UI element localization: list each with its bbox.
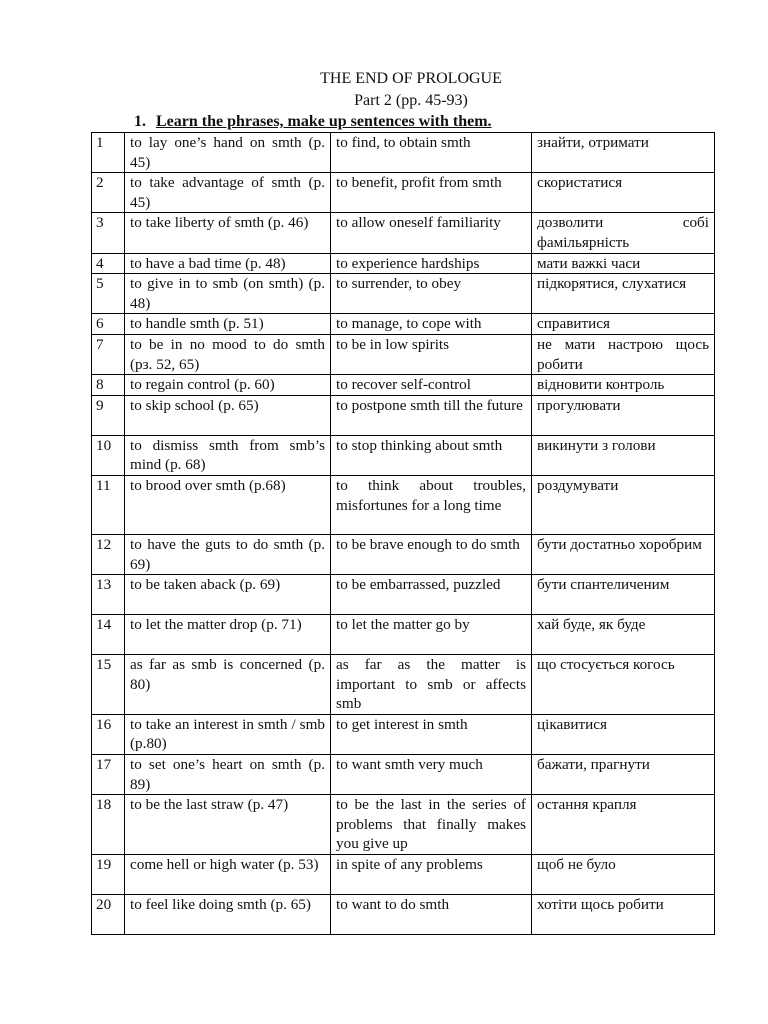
translation-cell: бути достатньо хоробрим	[532, 534, 715, 574]
table-row	[92, 314, 715, 335]
row-number: 1	[92, 133, 125, 173]
translation-cell: остання крапля	[532, 795, 715, 855]
meaning-cell: to experience hardships	[331, 253, 532, 274]
meaning-cell: to find, to obtain smth	[331, 133, 532, 173]
table-row	[92, 575, 715, 615]
table-row	[92, 274, 715, 314]
table-row	[92, 714, 715, 754]
table-row	[92, 435, 715, 475]
row-number: 3	[92, 213, 125, 253]
meaning-cell: to be in low spirits	[331, 334, 532, 374]
exercise-number: 1.	[134, 113, 146, 130]
phrases-table-body	[92, 133, 715, 935]
meaning-cell: to be the last in the series of problems that finally makes you give up	[331, 795, 532, 855]
table-row	[92, 213, 715, 253]
meaning-cell: to stop thinking about smth	[331, 435, 532, 475]
phrase-cell: to lay one’s hand on smth (p. 45)	[125, 133, 331, 173]
meaning-cell: to think about troubles, misfortunes for a long time	[331, 475, 532, 534]
translation-cell: хай буде, як буде	[532, 615, 715, 655]
table-row	[92, 795, 715, 855]
table-row	[92, 615, 715, 655]
row-number: 8	[92, 375, 125, 396]
row-number: 9	[92, 395, 125, 435]
table-row	[92, 755, 715, 795]
table-row	[92, 253, 715, 274]
row-number: 17	[92, 755, 125, 795]
meaning-cell: to want smth very much	[331, 755, 532, 795]
meaning-cell: to want to do smth	[331, 895, 532, 935]
row-number: 6	[92, 314, 125, 335]
row-number: 13	[92, 575, 125, 615]
translation-cell: викинути з голови	[532, 435, 715, 475]
phrase-cell: to regain control (p. 60)	[125, 375, 331, 396]
meaning-cell: to postpone smth till the future	[331, 395, 532, 435]
table-row	[92, 475, 715, 534]
meaning-cell: to be brave enough to do smth	[331, 534, 532, 574]
phrase-cell: to have the guts to do smth (p. 69)	[125, 534, 331, 574]
translation-cell: знайти, отримати	[532, 133, 715, 173]
phrase-cell: to brood over smth (p.68)	[125, 475, 331, 534]
table-row	[92, 534, 715, 574]
exercise-instruction	[134, 112, 492, 131]
row-number: 10	[92, 435, 125, 475]
translation-cell: відновити контроль	[532, 375, 715, 396]
meaning-cell: to recover self-control	[331, 375, 532, 396]
meaning-cell: to allow oneself familiarity	[331, 213, 532, 253]
phrase-cell: to let the matter drop (p. 71)	[125, 615, 331, 655]
table-row	[92, 895, 715, 935]
meaning-cell: to let the matter go by	[331, 615, 532, 655]
row-number: 19	[92, 855, 125, 895]
row-number: 14	[92, 615, 125, 655]
table-row	[92, 655, 715, 715]
translation-cell: не мати настрою щось робити	[532, 334, 715, 374]
row-number: 18	[92, 795, 125, 855]
phrase-cell: to be taken aback (p. 69)	[125, 575, 331, 615]
translation-cell: бажати, прагнути	[532, 755, 715, 795]
phrase-cell: as far as smb is concerned (p. 80)	[125, 655, 331, 715]
meaning-cell: to benefit, profit from smth	[331, 173, 532, 213]
meaning-cell: to be embarrassed, puzzled	[331, 575, 532, 615]
exercise-text: Learn the phrases, make up sentences with them.	[156, 113, 492, 130]
table-row	[92, 855, 715, 895]
translation-cell: бути спантеличеним	[532, 575, 715, 615]
table-row	[92, 334, 715, 374]
meaning-cell: to get interest in smth	[331, 714, 532, 754]
phrase-cell: to be in no mood to do smth (pз. 52, 65)	[125, 334, 331, 374]
phrase-cell: to give in to smb (on smth) (p. 48)	[125, 274, 331, 314]
document-title: THE END OF PROLOGUE	[320, 70, 502, 87]
phrase-cell: to take an interest in smth / smb (p.80)	[125, 714, 331, 754]
phrase-cell: to take advantage of smth (p. 45)	[125, 173, 331, 213]
row-number: 12	[92, 534, 125, 574]
phrase-cell: to skip school (p. 65)	[125, 395, 331, 435]
phrase-cell: to set one’s heart on smth (p. 89)	[125, 755, 331, 795]
translation-cell: хотіти щось робити	[532, 895, 715, 935]
row-number: 4	[92, 253, 125, 274]
phrase-cell: to dismiss smth from smb’s mind (p. 68)	[125, 435, 331, 475]
translation-cell: мати важкі часи	[532, 253, 715, 274]
phrase-cell: to feel like doing smth (p. 65)	[125, 895, 331, 935]
row-number: 20	[92, 895, 125, 935]
phrase-cell: to have a bad time (p. 48)	[125, 253, 331, 274]
meaning-cell: to manage, to cope with	[331, 314, 532, 335]
translation-cell: підкорятися, слухатися	[532, 274, 715, 314]
row-number: 15	[92, 655, 125, 715]
row-number: 2	[92, 173, 125, 213]
table-row	[92, 133, 715, 173]
row-number: 11	[92, 475, 125, 534]
row-number: 5	[92, 274, 125, 314]
document-subtitle: Part 2 (pp. 45-93)	[354, 92, 468, 109]
translation-cell: прогулювати	[532, 395, 715, 435]
translation-cell: скористатися	[532, 173, 715, 213]
meaning-cell: in spite of any problems	[331, 855, 532, 895]
row-number: 16	[92, 714, 125, 754]
row-number: 7	[92, 334, 125, 374]
phrase-cell: to take liberty of smth (p. 46)	[125, 213, 331, 253]
phrase-cell: to handle smth (p. 51)	[125, 314, 331, 335]
translation-cell: справитися	[532, 314, 715, 335]
phrases-table	[91, 132, 715, 935]
translation-cell: роздумувати	[532, 475, 715, 534]
table-row	[92, 375, 715, 396]
translation-cell: цікавитися	[532, 714, 715, 754]
meaning-cell: as far as the matter is important to smb or affects smb	[331, 655, 532, 715]
table-row	[92, 173, 715, 213]
table-row	[92, 395, 715, 435]
translation-cell: щоб не було	[532, 855, 715, 895]
phrase-cell: come hell or high water (p. 53)	[125, 855, 331, 895]
translation-cell: дозволити собі фамільярність	[532, 213, 715, 253]
phrase-cell: to be the last straw (p. 47)	[125, 795, 331, 855]
meaning-cell: to surrender, to obey	[331, 274, 532, 314]
translation-cell: що стосується когось	[532, 655, 715, 715]
